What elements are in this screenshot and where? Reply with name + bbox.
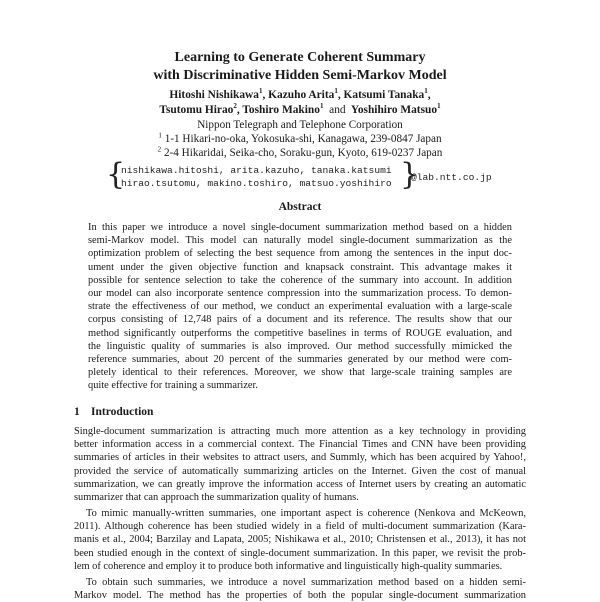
abstract-line: the linguistic quality of summaries is also improved. Our method successfully mimicked the — [88, 340, 512, 352]
body-line: To mimic manually-written summaries, one important aspect is coherence (Nenkova and McKeown, — [86, 508, 526, 519]
author-line-1: Hitoshi Nishikawa$^1$, Kazuho Arita$^1$, Katsumi Tanaka$^1$, — [169, 87, 431, 101]
author-name: Tsutomu Hirao — [159, 104, 234, 116]
author-affil-mark: 2 — [233, 102, 237, 111]
paper-title-line-2: with Discriminative Hidden Semi-Markov Model — [153, 68, 447, 83]
intro-paragraph-2 — [74, 507, 526, 573]
body-line: manis et al., 2004; Barzilay and Lapata, 2005; Nishikawa et al., 2010; Christensen et al., 2013), it has not — [74, 534, 526, 546]
author-name: Hitoshi Nishikawa — [169, 89, 259, 101]
abstract-heading: Abstract — [278, 201, 322, 213]
email-user-line-2: hirao.tsutomu, makino.toshiro, matsuo.yoshihiro — [121, 178, 392, 189]
paper-title-line-1: Learning to Generate Coherent Summary — [174, 50, 426, 65]
section-number: 1 — [74, 406, 80, 418]
body-line: summarizer that can approach the summarization quality of humans. — [74, 492, 359, 504]
abstract-line: ument under the given objective function and knapsack constraint. This advantage makes it — [88, 261, 512, 273]
intro-paragraph-1 — [74, 425, 526, 504]
author-line-2: Tsutomu Hirao$^2$, Toshiro Makino$^1$ and Yoshihiro Matsuo$^1$ — [159, 102, 441, 116]
abstract-line: In this paper we introduce a novel single-document summarization method based on a hidden — [88, 222, 512, 233]
abstract-line: corpus consisting of 12,748 pairs of a document and its reference. The results show that our — [88, 314, 512, 326]
affiliation-address-1 — [0, 132, 600, 146]
body-line: Single-document summarization is attracting much more attention as a key technology in providing — [74, 426, 526, 437]
abstract-line: quite effective for training a summarizer. — [88, 380, 259, 392]
author-affil-mark: 1 — [258, 87, 263, 96]
body-line: 2011). Although coherence has been studied widely in a field of multi-document summarization (Kara- — [74, 521, 526, 533]
body-line: been studied enough in the context of single-document summarization. In this paper, we revisit the prob- — [74, 547, 526, 559]
email-domain: @lab.ntt.co.jp — [411, 172, 492, 183]
affil-address-text: 2-4 Hikaridai, Seika-cho, Soraku-gun, Kyoto, 619-0237 Japan — [163, 147, 443, 159]
abstract-line: optimization problem of selecting the best sequence from among the sentences in the input doc- — [88, 248, 512, 260]
section-heading-introduction — [74, 405, 153, 419]
body-line: To obtain such summaries, we introduce a novel summarization method based on a hidden semi- — [86, 577, 526, 588]
affil-address-text: 1-1 Hikari-no-oka, Yokosuka-shi, Kanagawa, 239-0847 Japan — [164, 133, 442, 145]
abstract-line: semi-Markov model. This model can naturally model single-document summarization as the — [88, 235, 512, 247]
body-line: provided the service of automatically summarizing articles on the Internet. Given the cost of manual — [74, 465, 526, 477]
body-line: Markov model. The method has the properties of both the popular single-document summarization — [74, 590, 526, 602]
author-conjunction: and — [329, 104, 346, 116]
email-user-line-1: nishikawa.hitoshi, arita.kazuho, tanaka.katsumi — [121, 165, 392, 176]
affil-mark: 1 — [158, 131, 162, 140]
affiliation-org: Nippon Telegraph and Telephone Corporation — [197, 119, 403, 131]
abstract-line: method significantly outperforms the competitive baselines in terms of ROUGE evaluation, and — [88, 327, 512, 339]
abstract-line: pletely identical to their references. Moreover, we show that large-scale training samples are — [88, 367, 512, 379]
body-line: summaries of articles in their websites to attract users, and Summly, which has been acquired by Yahoo!, — [74, 452, 526, 464]
author-name: Toshiro Makino — [242, 104, 320, 116]
author-affil-mark: 1 — [424, 87, 428, 96]
body-line: summarization, we can greatly improve the information access of Internet users by creating an automatic — [74, 478, 526, 490]
email-brace-right: } — [400, 157, 420, 192]
author-name: Katsumi Tanaka — [343, 89, 425, 101]
intro-paragraph-3 — [74, 576, 526, 602]
author-affil-mark: 1 — [437, 102, 441, 111]
author-affil-mark: 1 — [319, 102, 324, 111]
author-affil-mark: 1 — [334, 87, 338, 96]
affil-mark: 2 — [157, 145, 162, 154]
author-name: Kazuho Arita — [268, 89, 335, 101]
abstract-line: strate the effectiveness of our method, we conduct an experimental evaluation with a large-scale — [88, 301, 512, 313]
abstract-line: possible for sentence selection to take the coherence of the summary into account. In addition — [88, 274, 512, 286]
abstract-line: reference summaries, about 20 percent of the summaries generated by our method were com- — [88, 354, 512, 366]
email-brace-left: { — [106, 157, 126, 192]
body-line: lem of coherence and employ it to produce both informative and linguistically high-quality summaries. — [74, 560, 503, 572]
affiliation-address-2 — [0, 146, 600, 160]
abstract-body — [88, 221, 512, 393]
abstract-line: our model can also incorporate sentence compression into the summarization process. To demon- — [88, 288, 512, 300]
author-name: Yoshihiro Matsuo — [350, 104, 438, 116]
section-title: Introduction — [91, 406, 154, 418]
body-line: better information access in a commercial context. The Financial Times and CNN have been providing — [74, 439, 526, 451]
